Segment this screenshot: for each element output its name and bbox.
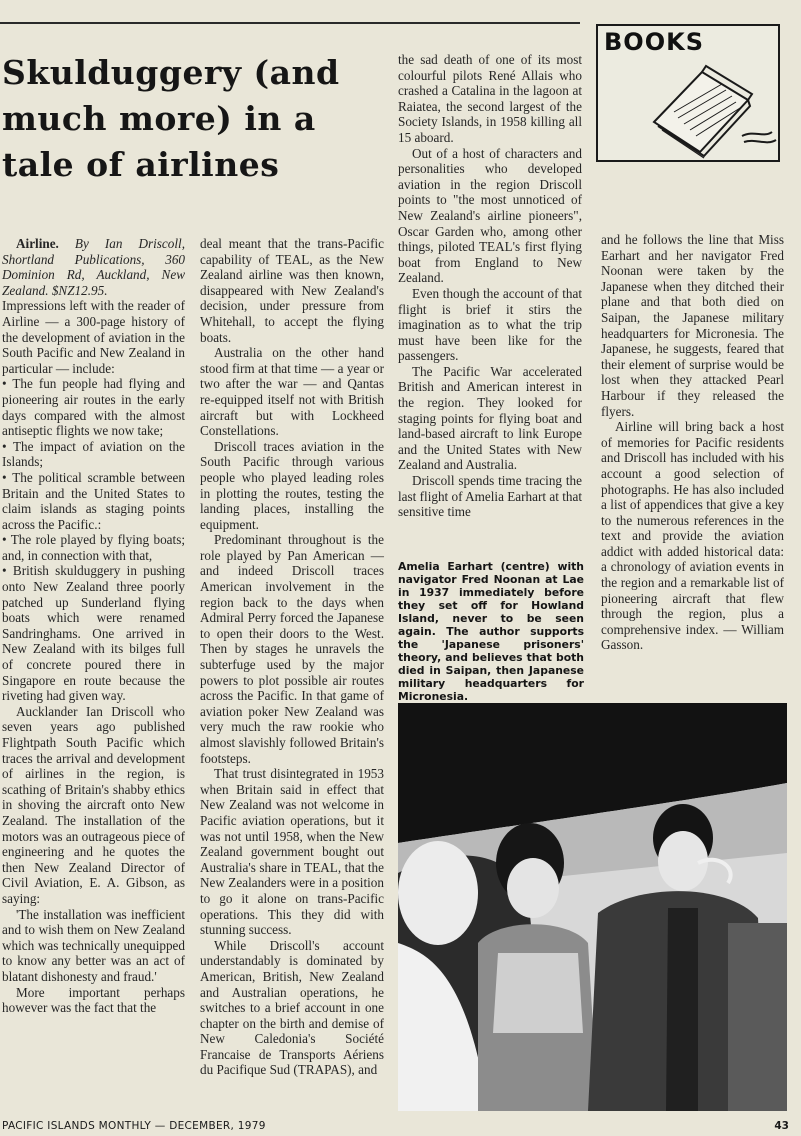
column-4: [601, 232, 784, 653]
paragraph: • The role played by flying boats; and, in connection with that,: [2, 532, 185, 563]
photo-caption: Amelia Earhart (centre) with navigator Fred Noonan at Lae in 1937 immediately before they set off for Howland Island, never to be seen again. The author supports the 'Japanese prisoners' theory, and believes that both died in Saipan, then Japanese military headquarters for Micronesia.: [398, 560, 584, 703]
paragraph: • British skulduggery in pushing onto New Zealand three poorly patched up Sunderland flying boats which were renamed Sandringhams. One arrived in New Zealand with its bilges full of concrete poured there in Singapore en route because the riveting had given way.: [2, 563, 185, 704]
paragraph: • The impact of aviation on the Islands;: [2, 438, 185, 470]
top-rule: [0, 22, 580, 24]
page-footer: [0, 1118, 801, 1136]
column-2: [200, 236, 384, 1078]
paragraph: Predominant throughout is the role played by Pan American — and indeed Driscoll traces American involvement in the region back to the days when Admiral Perry forced the Japanese to open their doors to the West. Then by stages he unravels the subterfuge used by the major powers to plot possible air routes across the Pacific. In that game of aviation poker New Zealand was very much the raw rookie who almost slavishly followed Britain's footsteps.: [200, 532, 384, 766]
byline-title: Airline.: [16, 236, 59, 251]
paragraph: 'The installation was inefficient and to wish them on New Zealand which was technically unequipped to know any better was an act of blatant dishonesty and fraud.': [2, 906, 185, 984]
paragraph: More important perhaps however was the fact that the: [2, 984, 185, 1016]
page-number: 43: [774, 1120, 789, 1132]
byline: [2, 236, 185, 298]
books-section-box: [596, 24, 780, 162]
paragraph: Aucklander Ian Driscoll who seven years ago published Flightpath South Pacific which traces the arrival and development of airlines in the region, is scathing of Britain's shabby ethics in shoving the aircraft onto New Zealand. The installation of the motors was an outrageous piece of engineering and he quotes the then New Zealand Director of Civil Aviation, E. A. Gibson, as saying:: [2, 703, 185, 906]
paragraph: That trust disintegrated in 1953 when Britain said in effect that New Zealand was not welcome in Pacific aviation operations, but it was not until 1958, when the New Zealand government bought out Australia's share in TEAL, that the New Zealanders were in a position to go it alone on trans-Pacific operations. This they did with stunning success.: [200, 766, 384, 938]
paragraph: Australia on the other hand stood firm at that time — a year or two after the war — and Qantas re-equipped itself not with British aircraft but with Lockheed Constellations.: [200, 345, 384, 439]
amelia-earhart-photo: [398, 703, 787, 1111]
paragraph: Driscoll spends time tracing the last flight of Amelia Earhart at that sensitive time: [398, 473, 582, 520]
footer-publication: PACIFIC ISLANDS MONTHLY — DECEMBER, 1979: [2, 1120, 266, 1132]
byline-details: By Ian Driscoll, Shortland Publications, 360 Dominion Rd, Auckland, New Zealand. $NZ12.95.: [2, 236, 186, 298]
article-headline: Skulduggery (and much more) in a tale of airlines: [2, 53, 340, 184]
paragraph: the sad death of one of its most colourful pilots René Allais who crashed a Catalina in the lagoon at Raiatea, the second largest of the Society Islands, in 1958 killing all 15 aboard.: [398, 52, 582, 145]
paragraph: While Driscoll's account understandably is dominated by American, British, New Zealand and Australian operations, he switches to a brief account in one chapter on the birth and demise of New Caledonia's Société Francaise de Transports Aériens du Pacifique Sud (TRAPAS), and: [200, 937, 384, 1078]
books-label: BOOKS: [604, 28, 704, 56]
paragraph: Impressions left with the reader of Airline — a 300-page history of the development of aviation in the South Pacific and New Zealand in particular — include:: [2, 298, 185, 376]
paragraph: • The fun people had flying and pioneering air routes in the early days compared with the almost antiseptic flights we now take;: [2, 376, 185, 439]
paragraph: Even though the account of that flight is brief it stirs the imagination as to what the trip must have been like for the passengers.: [398, 285, 582, 364]
column-1: [2, 236, 185, 1016]
paragraph: and he follows the line that Miss Earhart and her navigator Fred Noonan were taken by the Japanese when they ditched their plane and that both died on Saipan, the Japanese military headquarters for Micronesia. The Japanese, he suggests, feared that their element of surprise would be lost when they attacked Pearl Harbour if they released the flyers.: [601, 232, 784, 419]
paragraph: Out of a host of characters and personalities who developed aviation in the region Driscoll points to "the most unnoticed of New Zealand's airline pioneers", Oscar Garden who, among other things, piloted TEAL's first flying boat from England to New Zealand.: [398, 145, 582, 286]
paragraph: deal meant that the trans-Pacific capability of TEAL, as the New Zealand airline was then known, disappeared with New Zealand's decision, under pressure from Whitehall, to accept the flying boats.: [200, 236, 384, 345]
column-3: [398, 52, 582, 520]
paragraph: Driscoll traces aviation in the South Pacific through various people who played leading roles in plotting the routes, testing the landing places, installing the equipment.: [200, 438, 384, 532]
paragraph: • The political scramble between Britain and the United States to claim islands as staging points across the Pacific.:: [2, 469, 185, 532]
open-book-icon: [644, 60, 780, 160]
photo-illustration: [398, 703, 787, 1111]
paragraph: Airline will bring back a host of memories for Pacific residents and Driscoll has included with his account a good selection of photographs. He has also included a list of appendices that give a key to the numerous references in the text and provide the aviation addict with added historical data: a chronology of aviation events in the region and a remarkable list of pioneering aircraft that flew through the region, plus a comprehensive index. — William Gasson.: [601, 419, 784, 653]
paragraph: The Pacific War accelerated British and American interest in the region. They looked for staging points for flying boat and land-based aircraft to link Europe and the United States with New Zealand and Australia.: [398, 363, 582, 473]
